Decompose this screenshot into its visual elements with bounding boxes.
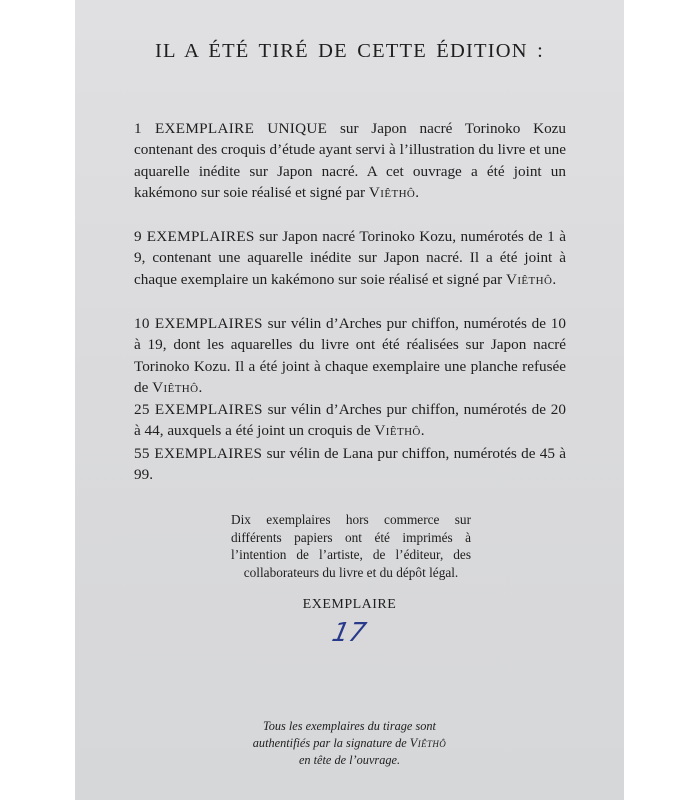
edition-count: 1 EXEMPLAIRE UNIQUE [134,120,328,137]
footer-line-2: authentifiés par la signature de Viêthô [252,736,447,750]
artist-name: Viêthô [152,378,199,396]
authentication-footer [75,718,624,769]
hors-commerce-note: Dix exemplaires hors commerce sur différents papiers ont été imprimés à l’intention de l’artiste, de l’éditeur, des collaborateurs du livre et du dépôt légal. [231,512,471,580]
artist-name: Viêthô [409,736,447,750]
edition-paragraph-5: 55 EXEMPLAIRES sur vélin de Lana pur chiffon, numérotés de 45 à 99. [134,445,566,484]
artist-name: Viêthô [374,422,421,440]
artist-name: Viêthô [505,270,553,288]
edition-count: 9 EXEMPLAIRES [134,228,255,245]
edition-paragraph-4: 25 EXEMPLAIRES sur vélin d’Arches pur chiffon, numérotés de 20 à 44, auxquels a été joint un croquis de Viêthô. [134,401,566,440]
edition-count: 25 EXEMPLAIRES [134,401,263,418]
edition-paragraph-3: 10 EXEMPLAIRES sur vélin d’Arches pur chiffon, numérotés de 10 à 19, dont les aquarelles du livre ont été réalisées sur Japon nacré Torinoko Kozu. Il a été joint à chaque exemplaire une planche refusée de Viêthô. [134,315,566,396]
edition-paragraph-2: 9 EXEMPLAIRES sur Japon nacré Torinoko Kozu, numérotés de 1 à 9, contenant une aquarelle inédite sur Japon nacré. Il a été joint à chaque exemplaire un kakémono sur soie réalisé et signé par Viêthô. [134,228,567,288]
artist-name: Viêthô [368,183,416,201]
footer-line-3: en tête de l’ouvrage. [298,753,401,767]
edition-count: 10 EXEMPLAIRES [134,315,263,332]
book-page [75,0,624,800]
edition-paragraph-1: 1 EXEMPLAIRE UNIQUE sur Japon nacré Torinoko Kozu contenant des croquis d’étude ayant servi à l’illustration du livre et une aquarelle inédite sur Japon nacré. A cet ouvrage a été joint un kakémono sur soie réalisé et signé par Viêthô. [134,120,566,201]
exemplaire-number-handwritten: 17 [329,618,369,648]
exemplaire-label: EXEMPLAIRE [302,597,397,612]
edition-count: 55 EXEMPLAIRES [134,445,263,462]
page-title: IL A ÉTÉ TIRÉ DE CETTE ÉDITION : [154,40,545,62]
footer-line-1: Tous les exemplaires du tirage sont [263,719,436,733]
